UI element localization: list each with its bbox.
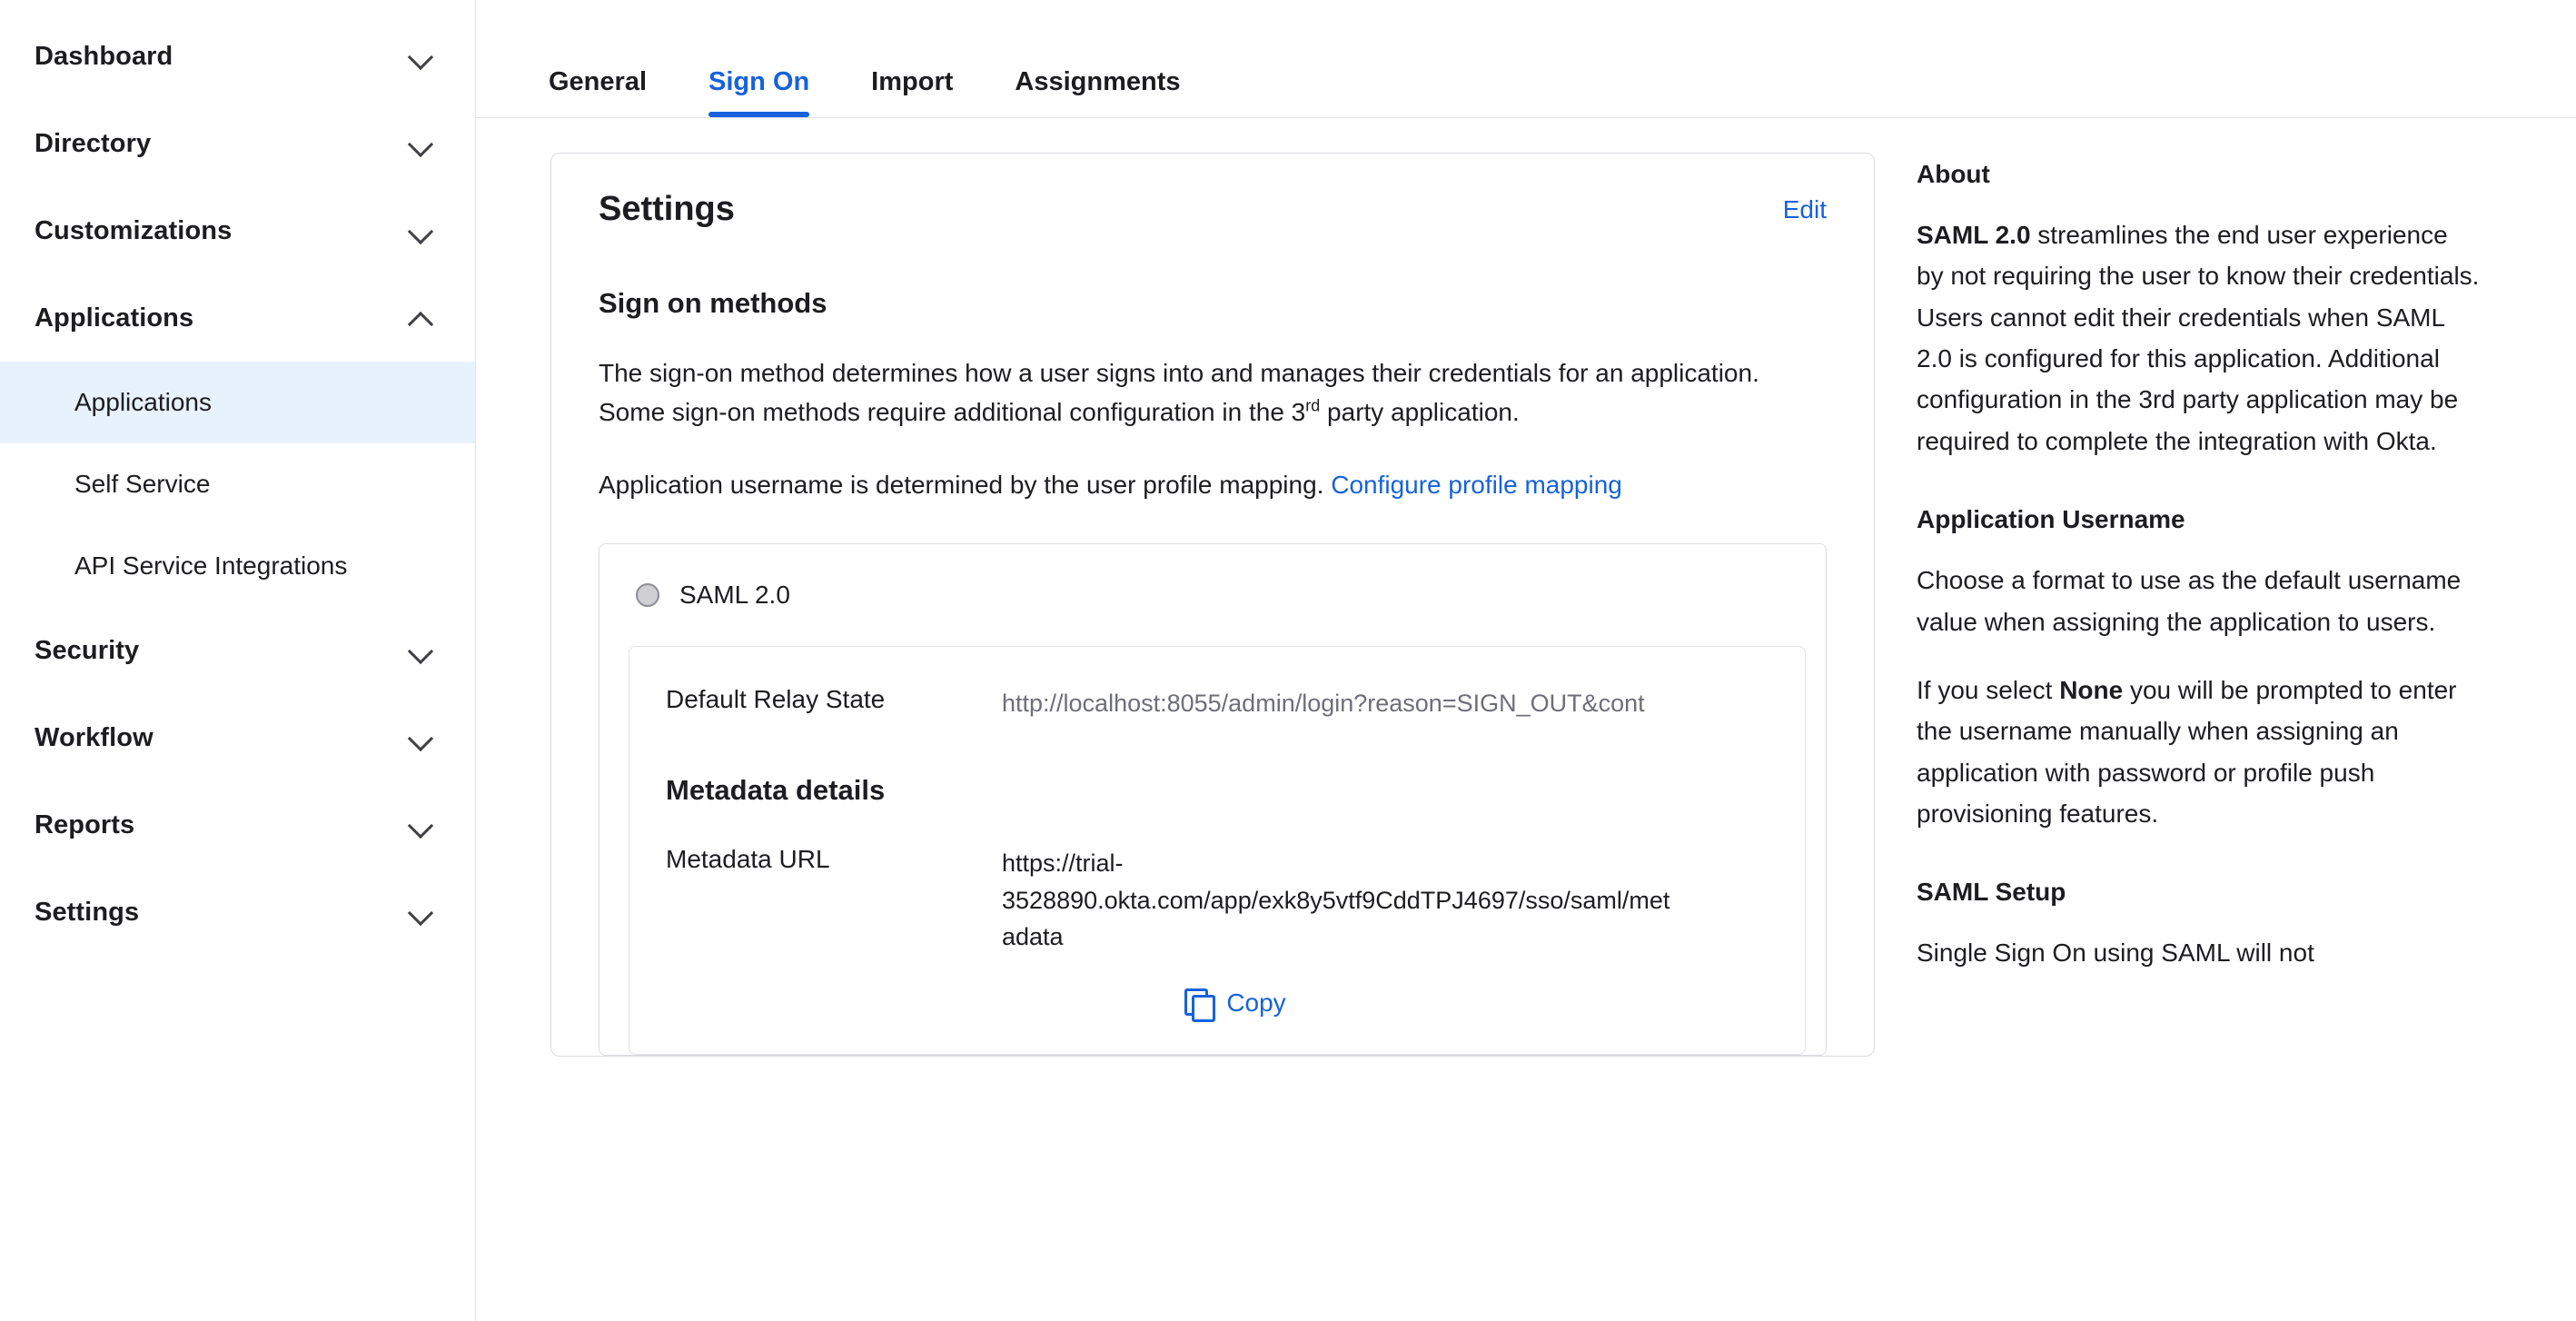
sign-on-methods-heading: Sign on methods (599, 287, 827, 319)
radio-icon[interactable] (636, 583, 659, 607)
copy-label: Copy (1226, 988, 1286, 1017)
sidebar-item-label: Settings (35, 897, 140, 927)
default-relay-state-row (629, 685, 1805, 722)
saml-method-label: SAML 2.0 (679, 580, 790, 609)
username-description-text: Application username is determined by the user profile mapping. (599, 471, 1332, 500)
tab-import[interactable]: Import (871, 67, 954, 96)
page-title: Settings (599, 190, 735, 228)
description-text-b: party application. (1320, 397, 1520, 426)
sidebar-item-reports[interactable] (0, 781, 475, 869)
chevron-down-icon[interactable] (410, 45, 433, 68)
about-saml-setup-paragraph: Single Sign On using SAML will not (1917, 939, 2314, 968)
metadata-url-label: Metadata URL (666, 845, 830, 874)
default-relay-state-value: http://localhost:8055/admin/login?reason=SIGN_OUT&cont (1002, 689, 1645, 717)
metadata-url-value: https://trial-3528890.okta.com/app/exk8y5vtf9CddTPJ4697/sso/saml/metadata (1002, 849, 1670, 951)
copy-icon (1184, 988, 1212, 1018)
sign-on-methods-description (599, 354, 1798, 432)
sidebar-item-settings[interactable] (0, 869, 475, 956)
sidebar-item-label: Applications (35, 303, 194, 333)
about-username-text-a: If you select (1917, 675, 2060, 704)
saml-details-box (629, 646, 1806, 1055)
default-relay-state-label: Default Relay State (666, 684, 886, 713)
application-username-description (599, 466, 1798, 505)
sidebar-item-label: Security (35, 635, 140, 665)
about-username-paragraph-2 (1917, 670, 2480, 834)
tab-bar (476, 0, 2576, 118)
about-username-strong: None (2059, 675, 2124, 704)
sidebar-item-label: Applications (74, 388, 212, 416)
sidebar-item-dashboard[interactable] (0, 13, 475, 100)
saml-method-panel (599, 543, 1827, 1056)
tab-sign-on[interactable]: Sign On (678, 67, 840, 117)
about-username-text-b: you will be prompted to enter the username manually when assigning an application with password or profile push provisioning features. (1917, 675, 2457, 828)
content-row (518, 118, 2576, 1057)
settings-card (550, 153, 1875, 1057)
description-text-a: The sign-on method determines how a user signs into and manages their credentials for an application. Some sign-on methods require additional configuration in the 3 (599, 359, 1759, 426)
about-username-paragraph-1: Choose a format to use as the default username value when assigning the application to users. (1917, 566, 2462, 636)
tab-assignments[interactable]: Assignments (1015, 67, 1181, 96)
sidebar-item-label: Customizations (35, 215, 233, 245)
chevron-down-icon[interactable] (410, 813, 433, 837)
chevron-down-icon[interactable] (410, 132, 433, 155)
metadata-url-row (629, 845, 1805, 956)
settings-card-header (599, 190, 1827, 229)
sidebar-navigation (0, 0, 476, 1321)
about-heading: About (1917, 160, 1990, 188)
sidebar-item-label: Directory (35, 128, 152, 158)
sidebar-item-api-service-integrations[interactable] (0, 525, 475, 607)
about-application-username-heading: Application Username (1917, 505, 2185, 534)
copy-metadata-url-button[interactable] (666, 988, 1805, 1018)
sidebar-item-applications[interactable] (0, 362, 475, 443)
saml-radio-row[interactable] (599, 581, 1826, 610)
configure-profile-mapping-link[interactable]: Configure profile mapping (1331, 471, 1622, 500)
ordinal-suffix: rd (1305, 396, 1321, 415)
sidebar-item-self-service[interactable] (0, 443, 475, 525)
metadata-details-heading: Metadata details (666, 774, 886, 807)
main-content (476, 0, 2576, 1321)
sidebar-item-directory[interactable] (0, 100, 475, 187)
about-saml-setup-heading: SAML Setup (1917, 878, 2066, 907)
chevron-down-icon[interactable] (410, 639, 433, 662)
about-panel (1917, 153, 2480, 1057)
chevron-down-icon[interactable] (410, 219, 433, 243)
about-saml-strong: SAML 2.0 (1917, 221, 2031, 249)
chevron-up-icon[interactable] (410, 306, 433, 330)
sidebar-item-label: API Service Integrations (74, 551, 348, 580)
sidebar-item-label: Workflow (35, 722, 154, 752)
sidebar-item-label: Reports (35, 809, 135, 839)
sidebar-item-label: Self Service (74, 470, 211, 498)
about-saml-paragraph (1917, 214, 2480, 462)
tab-general[interactable]: General (549, 67, 647, 96)
sidebar-item-applications-group[interactable] (0, 274, 475, 362)
edit-button[interactable]: Edit (1782, 194, 1827, 223)
sidebar-item-customizations[interactable] (0, 187, 475, 274)
sidebar-item-security[interactable] (0, 607, 475, 694)
about-saml-text: streamlines the end user experience by not requiring the user to know their credentials. Users cannot edit their credentials when SAML 2.0 is configured for this application. Additional configuration in the 3rd party application may be required to complete the integration with Okta. (1917, 221, 2480, 455)
sidebar-item-label: Dashboard (35, 41, 173, 71)
chevron-down-icon[interactable] (410, 726, 433, 750)
sidebar-item-workflow[interactable] (0, 694, 475, 781)
chevron-down-icon[interactable] (410, 900, 433, 924)
